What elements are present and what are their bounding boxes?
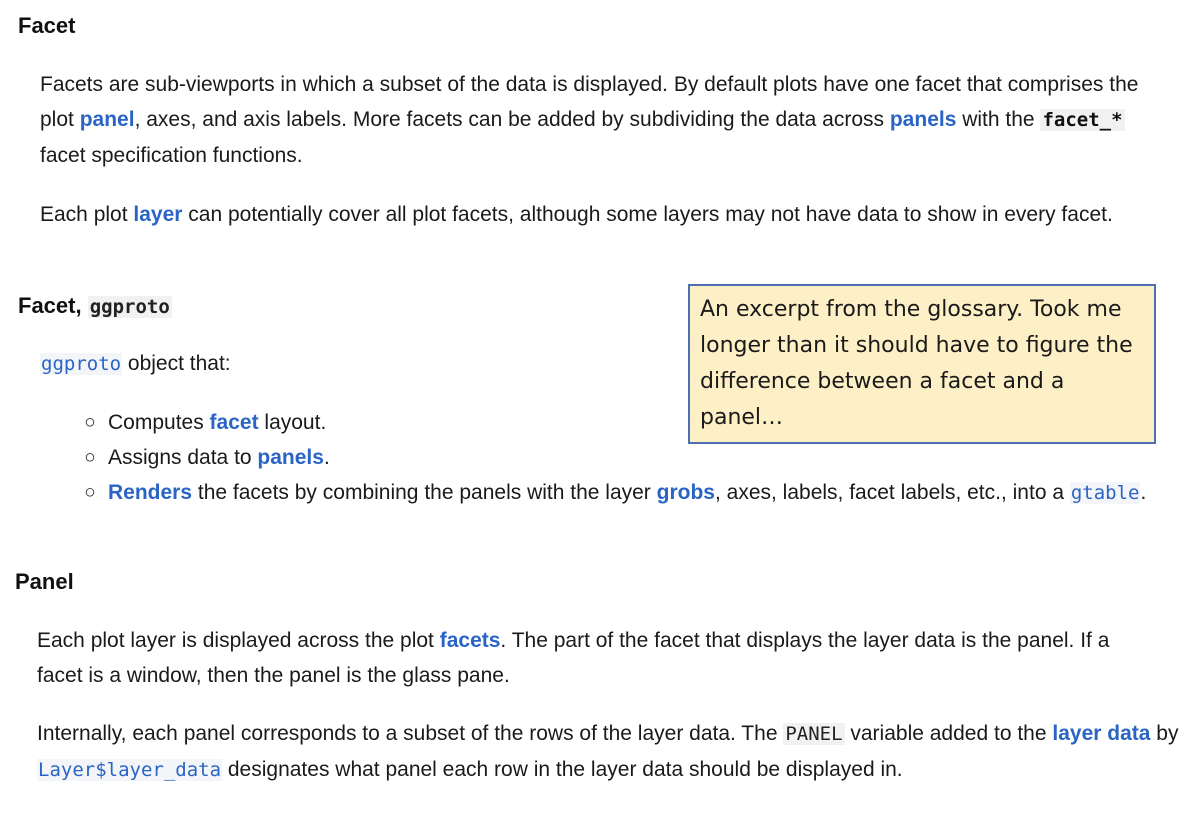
facet-paragraph-1	[40, 67, 1150, 173]
text: facet specification functions.	[40, 144, 303, 167]
text: , axes, and axis labels. More facets can be added by subdividing the data across	[134, 108, 890, 131]
link-layer-layer-data[interactable]: Layer$layer_data	[38, 759, 222, 781]
link-gtable[interactable]: gtable	[1070, 482, 1140, 504]
link-layer[interactable]: layer	[133, 203, 183, 226]
link-panel[interactable]: panel	[79, 108, 135, 131]
section-title-facet-ggproto	[18, 292, 172, 321]
text: Internally, each panel corresponds to a subset of the rows of the layer data. The	[37, 722, 784, 745]
text: with the	[956, 108, 1041, 131]
link-layer-data[interactable]: layer data	[1052, 722, 1151, 745]
text: designates what panel each row in the layer data should be displayed in.	[222, 758, 903, 781]
code-facet-star: facet_*	[1042, 109, 1123, 131]
text: Facets are sub-viewports in which a subset of the data is displayed. By default plots have one facet that comprises the plot	[40, 73, 1139, 131]
code-panel: PANEL	[785, 723, 843, 745]
facet-paragraph-2	[40, 197, 1190, 232]
text: object that:	[122, 352, 231, 375]
text: Each plot	[40, 203, 134, 226]
panel-paragraph-2	[37, 716, 1187, 788]
text: .	[1140, 481, 1147, 504]
bullet-circle-icon: ○	[84, 447, 96, 468]
text: .	[323, 446, 330, 469]
text: , axes, labels, facet labels, etc., into a	[714, 481, 1070, 504]
list-item	[82, 475, 1192, 511]
link-ggproto[interactable]: ggproto	[41, 353, 122, 375]
text: by	[1150, 722, 1179, 745]
link-facet[interactable]: facet	[209, 411, 259, 434]
section-title-panel: Panel	[15, 569, 74, 594]
link-renders[interactable]: Renders	[108, 481, 193, 504]
bullet-circle-icon: ○	[84, 482, 96, 503]
text: can potentially cover all plot facets, although some layers may not have data to show in every facet.	[182, 203, 1113, 226]
ggproto-intro	[40, 346, 231, 382]
text: Computes	[108, 411, 210, 434]
link-panels[interactable]: panels	[889, 108, 957, 131]
title-text: Facet,	[18, 293, 88, 318]
link-panels[interactable]: panels	[257, 446, 324, 469]
panel-paragraph-1	[37, 623, 1147, 693]
text: . The part of the facet that displays the layer data is the panel. If a facet is a window, then the panel is the glass pane.	[37, 629, 1110, 687]
title-code-ggproto: ggproto	[89, 296, 170, 318]
text: Each plot layer is displayed across the plot	[37, 629, 440, 652]
annotation-note: An excerpt from the glossary. Took me longer than it should have to figure the difference between a facet and a panel…	[688, 284, 1156, 444]
text: layout.	[258, 411, 327, 434]
link-grobs[interactable]: grobs	[656, 481, 715, 504]
link-facets[interactable]: facets	[439, 629, 501, 652]
text: Assigns data to	[108, 446, 258, 469]
text: the facets by combining the panels with the layer	[192, 481, 657, 504]
section-title-facet: Facet	[18, 13, 76, 38]
bullet-circle-icon: ○	[84, 412, 96, 433]
text: variable added to the	[844, 722, 1053, 745]
list-item	[82, 440, 1192, 475]
